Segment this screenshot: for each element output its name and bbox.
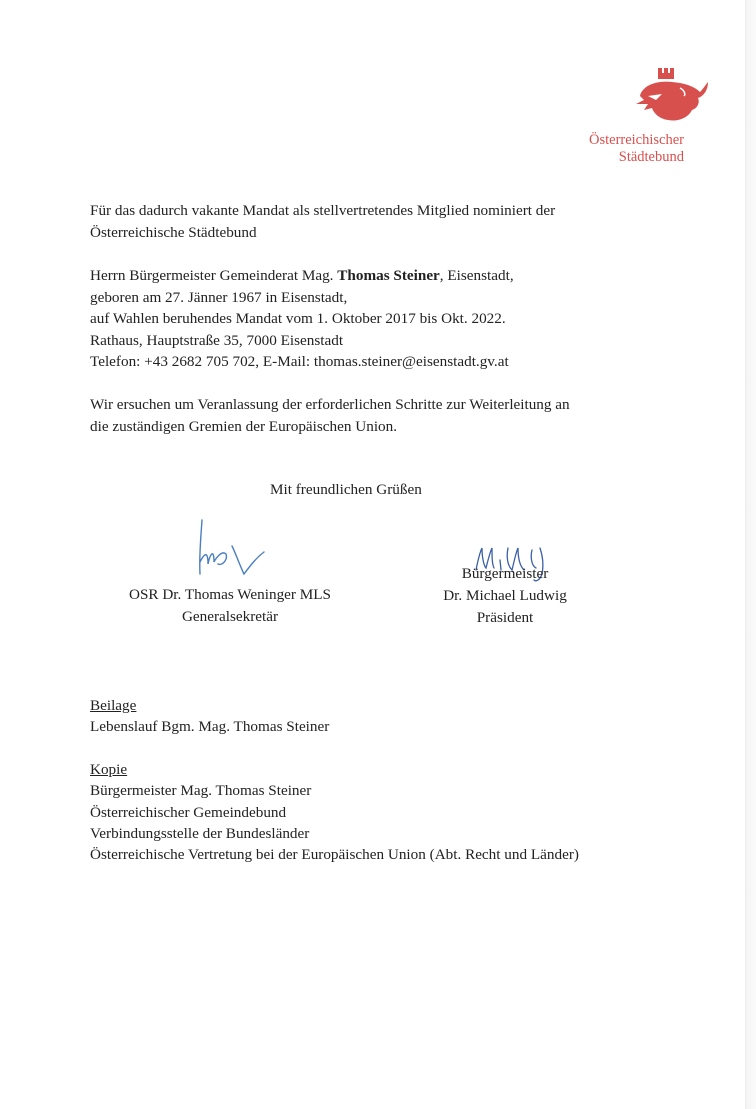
signatory-left bbox=[100, 584, 360, 628]
copy-item: Österreichische Vertretung bei der Europäischen Union (Abt. Recht und Länder) bbox=[90, 846, 579, 864]
attachment-section bbox=[90, 695, 329, 738]
request-line: die zuständigen Gremien der Europäischen Union. bbox=[90, 417, 398, 435]
signatory-left-title: Generalsekretär bbox=[181, 608, 279, 625]
copy-item: Verbindungsstelle der Bundesländer bbox=[90, 824, 310, 842]
signatory-right-role: Bürgermeister bbox=[461, 565, 549, 582]
copy-item: Österreichischer Gemeindebund bbox=[90, 803, 287, 821]
nominee-line-4: Rathaus, Hauptstraße 35, 7000 Eisenstadt bbox=[90, 331, 344, 349]
nominee-suffix: , Eisenstadt, bbox=[439, 267, 514, 284]
nominee-name: Thomas Steiner bbox=[337, 267, 440, 284]
attachment-heading: Beilage bbox=[90, 697, 137, 714]
copy-item: Bürgermeister Mag. Thomas Steiner bbox=[90, 782, 312, 800]
nominee-line-5: Telefon: +43 2682 705 702, E-Mail: thomas.steiner@eisenstadt.gv.at bbox=[90, 353, 509, 371]
attachment-item: Lebenslauf Bgm. Mag. Thomas Steiner bbox=[90, 718, 330, 736]
copy-heading: Kopie bbox=[90, 761, 128, 778]
staedtebund-logo bbox=[590, 66, 720, 166]
request-paragraph bbox=[90, 394, 570, 437]
signatory-right-title: Präsident bbox=[476, 609, 534, 626]
signatory-right-name: Dr. Michael Ludwig bbox=[443, 587, 567, 604]
logo-text bbox=[589, 132, 684, 166]
greeting-text: Mit freundlichen Grüßen bbox=[270, 481, 422, 498]
signatory-right bbox=[420, 563, 590, 629]
nominee-prefix: Herrn Bürgermeister Gemeinderat Mag. bbox=[90, 267, 338, 284]
nominee-block bbox=[90, 265, 514, 373]
signatory-left-name: OSR Dr. Thomas Weninger MLS bbox=[129, 586, 331, 603]
logo-line-1: Österreichischer bbox=[588, 132, 684, 148]
city-lion-crest-icon bbox=[628, 66, 708, 124]
intro-paragraph bbox=[90, 200, 555, 243]
intro-line: Für das dadurch vakante Mandat als stellvertretendes Mitglied nominiert der bbox=[90, 202, 556, 219]
nominee-line-3: auf Wahlen beruhendes Mandat vom 1. Oktober 2017 bis Okt. 2022. bbox=[90, 310, 506, 328]
logo-line-2: Städtebund bbox=[618, 149, 684, 165]
nominee-line-2: geboren am 27. Jänner 1967 in Eisenstadt, bbox=[90, 288, 348, 306]
signature-left-icon bbox=[192, 514, 272, 584]
request-line: Wir ersuchen um Veranlassung der erforderlichen Schritte zur Weiterleitung an bbox=[90, 396, 570, 413]
copy-section bbox=[90, 759, 579, 865]
page-edge bbox=[745, 0, 756, 1109]
intro-line: Österreichische Städtebund bbox=[90, 223, 257, 241]
nominee-line-1 bbox=[90, 265, 514, 287]
